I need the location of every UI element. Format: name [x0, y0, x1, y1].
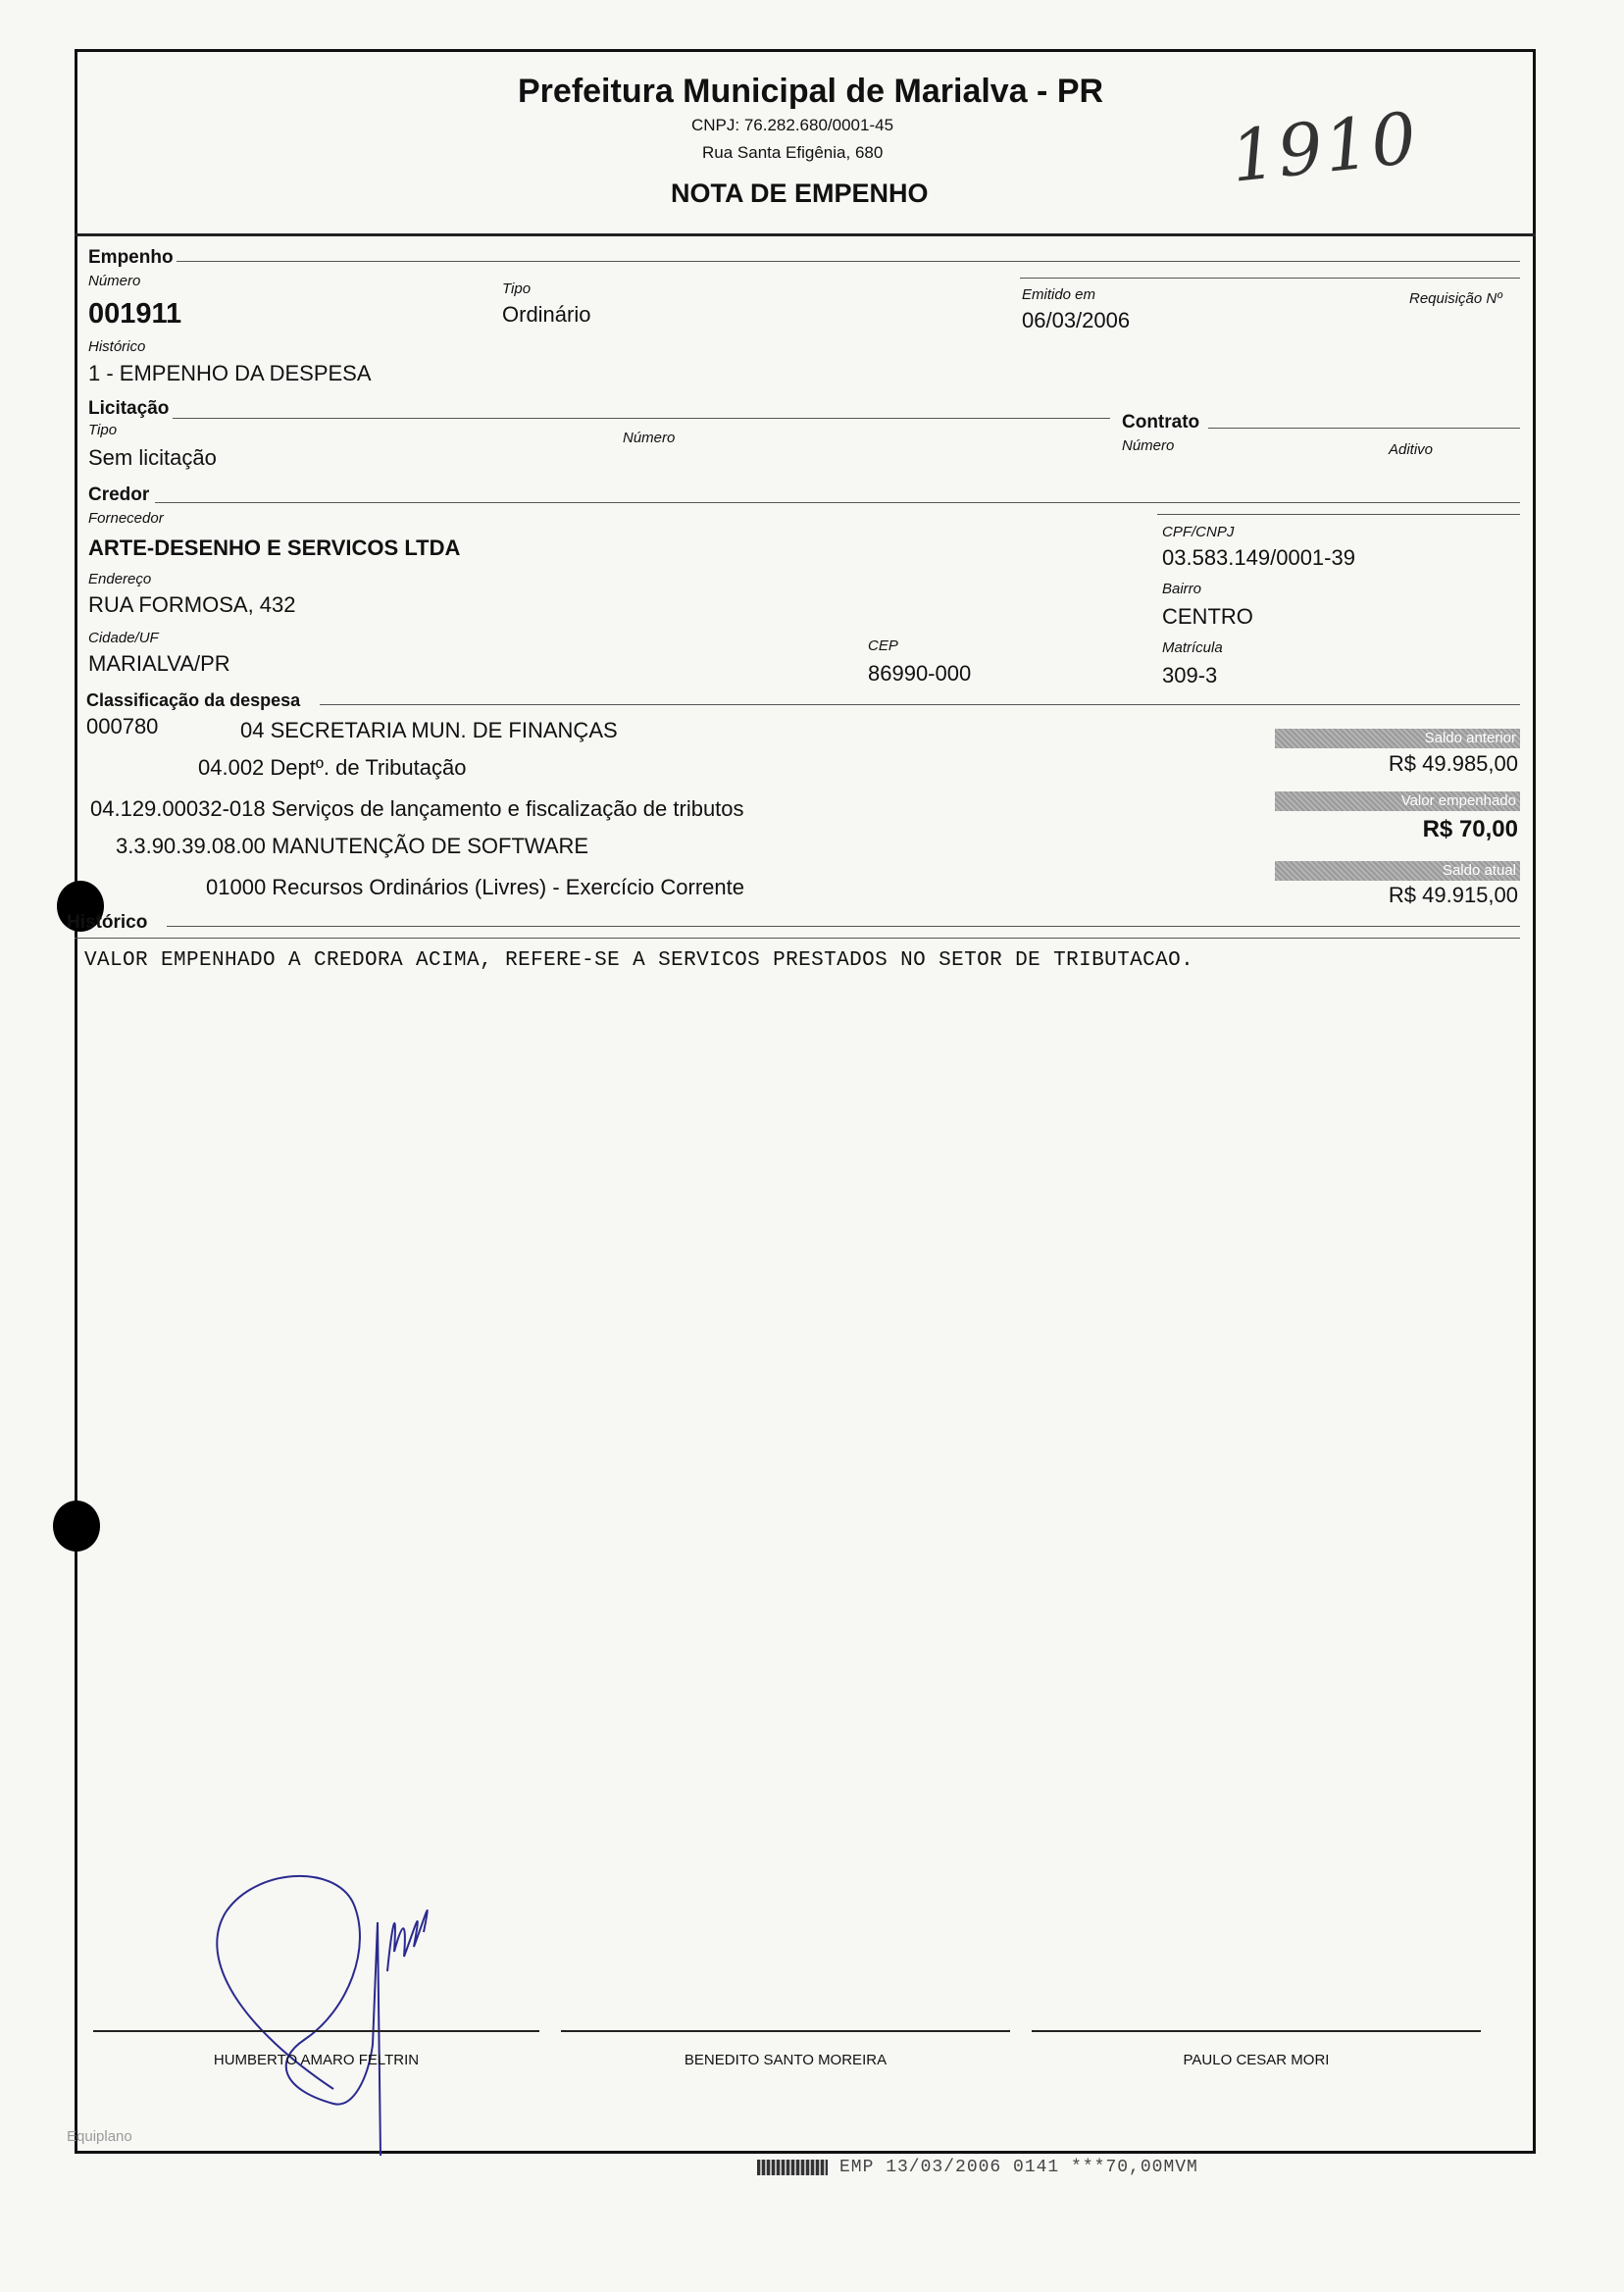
licitacao-tipo: Sem licitação	[88, 445, 217, 470]
empenho-tipo: Ordinário	[502, 302, 591, 327]
document-title: NOTA DE EMPENHO	[671, 178, 929, 208]
licitacao-numero-label: Número	[623, 430, 676, 446]
credor-rule	[155, 502, 1520, 503]
bairro-label: Bairro	[1162, 581, 1202, 597]
classificacao-rule	[320, 704, 1520, 705]
empenho-historico-label: Histórico	[88, 338, 146, 355]
emitido-date: 06/03/2006	[1022, 308, 1131, 332]
fornecedor-name: ARTE-DESENHO E SERVICOS LTDA	[88, 535, 461, 560]
cep-value: 86990-000	[868, 661, 972, 686]
classificacao-unidade: 04.002 Deptº. de Tributação	[198, 755, 467, 780]
signature-line-3	[1032, 2030, 1481, 2032]
classificacao-orgao: 04 SECRETARIA MUN. DE FINANÇAS	[240, 718, 618, 742]
software-watermark: Equiplano	[67, 2128, 132, 2145]
org-cnpj: CNPJ: 76.282.680/0001-45	[691, 116, 894, 134]
empenho-rule-2	[1020, 278, 1520, 279]
historico-section-title: Histórico	[67, 912, 148, 933]
contrato-numero-label: Número	[1122, 437, 1175, 454]
emitido-label: Emitido em	[1022, 286, 1096, 303]
signature-line-2	[561, 2030, 1010, 2032]
signature-name-1: HUMBERTO AMARO FELTRIN	[213, 2052, 420, 2068]
valor-empenhado-label: Valor empenhado	[1275, 791, 1520, 811]
empenho-rule	[177, 261, 1520, 262]
endereco-label: Endereço	[88, 571, 152, 587]
licitacao-rule	[173, 418, 1110, 419]
historico-rule-2	[75, 938, 1520, 939]
mechanical-stamp: EMP 13/03/2006 0141 ***70,00MVM	[839, 2158, 1198, 2177]
cidade-label: Cidade/UF	[88, 630, 159, 646]
contrato-aditivo-label: Aditivo	[1389, 441, 1434, 458]
cep-label: CEP	[868, 637, 898, 654]
handwritten-number: 1910	[1227, 96, 1423, 198]
requisicao-label: Requisição Nº	[1409, 290, 1502, 307]
endereco-value: RUA FORMOSA, 432	[88, 592, 296, 617]
valor-empenhado-value: R$ 70,00	[1422, 816, 1518, 842]
stamp-logo-icon	[757, 2160, 828, 2175]
credor-section-title: Credor	[88, 484, 150, 505]
saldo-atual-label: Saldo atual	[1275, 861, 1520, 881]
cidade-value: MARIALVA/PR	[88, 651, 230, 676]
empenho-tipo-label: Tipo	[502, 280, 532, 297]
empenho-historico: 1 - EMPENHO DA DESPESA	[88, 361, 372, 385]
classificacao-recurso: 01000 Recursos Ordinários (Livres) - Exercício Corrente	[206, 875, 744, 899]
signature-drawing	[186, 1863, 500, 2158]
saldo-atual-value: R$ 49.915,00	[1388, 883, 1518, 907]
signature-line-1	[93, 2030, 539, 2032]
matricula-value: 309-3	[1162, 663, 1218, 688]
contrato-rule	[1208, 428, 1520, 429]
signature-name-3: PAULO CESAR MORI	[1183, 2052, 1330, 2068]
org-address: Rua Santa Efigênia, 680	[702, 143, 884, 162]
classificacao-funcional: 04.129.00032-018 Serviços de lançamento e fiscalização de tributos	[90, 796, 744, 821]
licitacao-section-title: Licitação	[88, 398, 170, 419]
licitacao-tipo-label: Tipo	[88, 422, 118, 438]
header-divider	[75, 233, 1536, 236]
historico-rule	[167, 926, 1520, 927]
empenho-numero-label: Número	[88, 273, 141, 289]
signature-name-2: BENEDITO SANTO MOREIRA	[684, 2052, 888, 2068]
org-name: Prefeitura Municipal de Marialva - PR	[518, 73, 1104, 110]
contrato-section-title: Contrato	[1122, 412, 1200, 433]
cpf-cnpj-label: CPF/CNPJ	[1162, 524, 1235, 540]
matricula-label: Matrícula	[1162, 639, 1223, 656]
saldo-anterior-value: R$ 49.985,00	[1388, 751, 1518, 776]
classificacao-elemento: 3.3.90.39.08.00 MANUTENÇÃO DE SOFTWARE	[116, 834, 589, 858]
empenho-section-title: Empenho	[88, 247, 174, 268]
saldo-anterior-label: Saldo anterior	[1275, 729, 1520, 748]
punch-hole-bottom	[53, 1501, 100, 1552]
empenho-numero: 001911	[88, 298, 182, 330]
credor-rule-2	[1157, 514, 1520, 515]
cpf-cnpj-value: 03.583.149/0001-39	[1162, 545, 1355, 570]
historico-text: VALOR EMPENHADO A CREDORA ACIMA, REFERE-SE A SERVICOS PRESTADOS NO SETOR DE TRIBUTACAO.	[84, 949, 1194, 972]
bairro-value: CENTRO	[1162, 604, 1253, 629]
classificacao-code: 000780	[86, 714, 159, 739]
classificacao-section-title: Classificação da despesa	[86, 690, 301, 710]
fornecedor-label: Fornecedor	[88, 510, 164, 527]
